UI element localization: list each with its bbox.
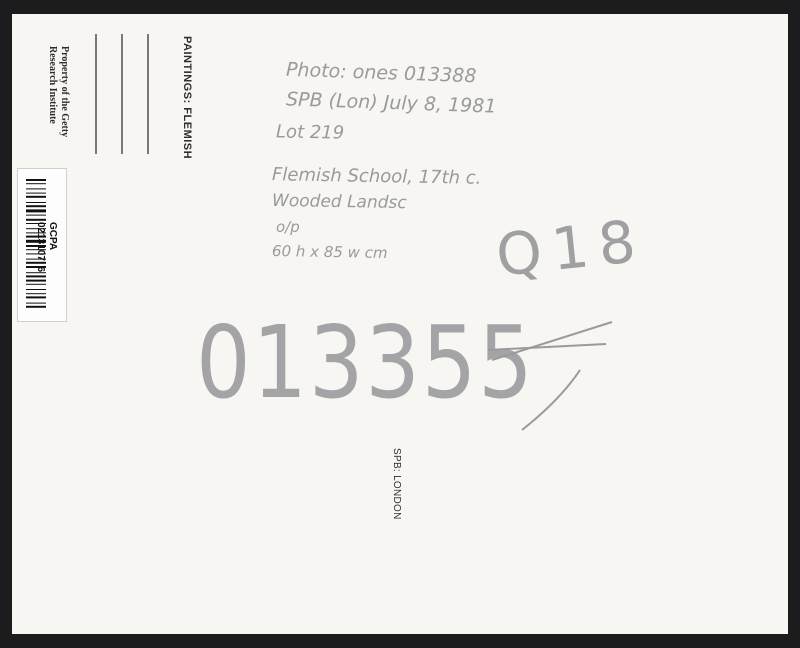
property-line-1: Property of the Getty <box>59 46 70 138</box>
note-sale: SPB (Lon) July 8, 1981 <box>285 88 497 118</box>
note-medium: o/p <box>276 218 300 236</box>
property-line-2: Research Institute <box>47 46 58 124</box>
barcode-collection: GCPA <box>47 222 58 251</box>
note-photo-ref: Photo: ones 013388 <box>285 58 477 88</box>
strike-line-2 <box>488 344 606 350</box>
category-stamp: PAINTINGS: FLEMISH <box>181 36 193 160</box>
photographer-stamp: SPB: LONDON <box>391 448 402 520</box>
strike-tail <box>522 370 580 430</box>
note-lot: Lot 219 <box>275 121 345 144</box>
note-dimensions: 60 h x 85 w cm <box>271 241 388 263</box>
note-title: Wooded Landsc <box>271 190 407 214</box>
barcode-check-digit: 6 <box>35 266 46 273</box>
note-large-number: 013355 <box>196 304 535 421</box>
barcode-number: 0213107 <box>35 222 46 261</box>
note-school: Flemish School, 17th c. <box>271 164 482 189</box>
note-large-code: Q18 <box>492 206 649 290</box>
strike-line-1 <box>492 322 612 360</box>
